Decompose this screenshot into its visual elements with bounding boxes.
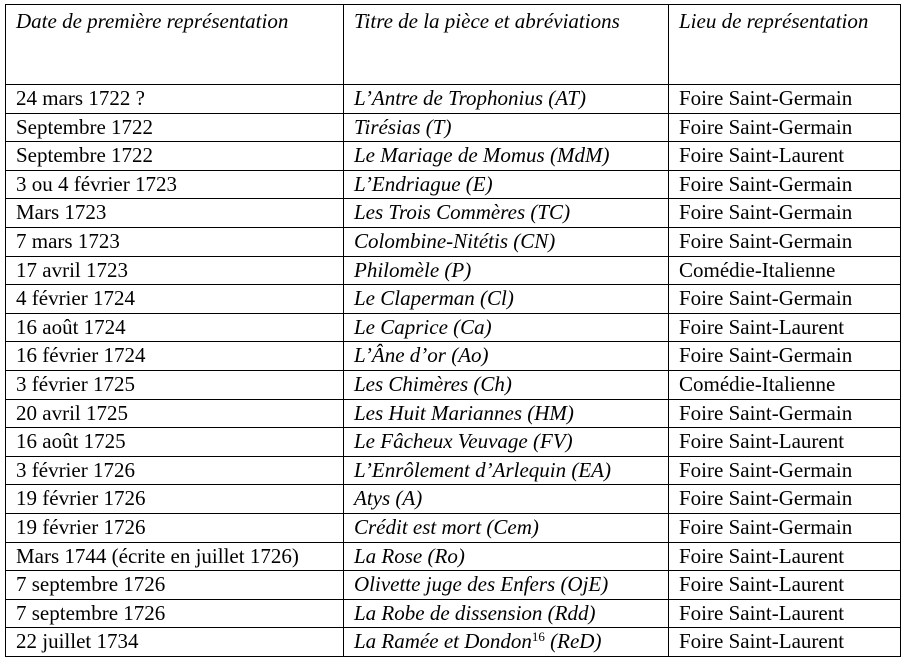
cell-title: [344, 456, 669, 485]
cell-place: Foire Saint-Laurent: [669, 428, 901, 457]
cell-place: Foire Saint-Germain: [669, 113, 901, 142]
header-place: Lieu de représentation: [669, 5, 901, 85]
title-text: L’Enrôlement d’Arlequin (EA): [354, 457, 611, 482]
header-date: Date de première représentation: [6, 5, 344, 85]
table-row: [6, 142, 901, 171]
cell-title: [344, 313, 669, 342]
cell-place: Foire Saint-Germain: [669, 342, 901, 371]
title-text: Atys (A): [354, 486, 423, 511]
cell-place: Foire Saint-Laurent: [669, 628, 901, 657]
title-text: Le Claperman (Cl): [354, 286, 514, 311]
cell-date: 16 février 1724: [6, 342, 344, 371]
cell-place: Foire Saint-Laurent: [669, 571, 901, 600]
cell-date: 20 avril 1725: [6, 399, 344, 428]
title-text: Le Caprice (Ca): [354, 314, 492, 339]
cell-date: 19 février 1726: [6, 485, 344, 514]
title-text: Le Fâcheux Veuvage (FV): [354, 429, 573, 454]
table-row: [6, 313, 901, 342]
title-text: Crédit est mort (Cem): [354, 514, 539, 539]
cell-title: [344, 542, 669, 571]
cell-title: [344, 485, 669, 514]
cell-place: Comédie-Italienne: [669, 370, 901, 399]
title-text: Les Trois Commères (TC): [354, 200, 571, 225]
table-row: [6, 256, 901, 285]
cell-title: [344, 142, 669, 171]
cell-title: [344, 428, 669, 457]
cell-title: [344, 513, 669, 542]
title-text: Tirésias (T): [354, 114, 452, 139]
title-text: L’Âne d’or (Ao): [354, 343, 489, 368]
cell-date: 17 avril 1723: [6, 256, 344, 285]
title-text: Olivette juge des Enfers (OjE): [354, 572, 609, 597]
cell-date: 22 juillet 1734: [6, 628, 344, 657]
cell-title: [344, 342, 669, 371]
cell-date: 3 ou 4 février 1723: [6, 170, 344, 199]
title-text: Colombine-Nitétis (CN): [354, 228, 556, 253]
cell-date: 3 février 1726: [6, 456, 344, 485]
cell-place: Foire Saint-Germain: [669, 170, 901, 199]
cell-place: Foire Saint-Germain: [669, 485, 901, 514]
cell-date: Mars 1744 (écrite en juillet 1726): [6, 542, 344, 571]
cell-title: [344, 599, 669, 628]
cell-place: Foire Saint-Germain: [669, 227, 901, 256]
cell-title: [344, 571, 669, 600]
cell-title: [344, 285, 669, 314]
cell-title: [344, 370, 669, 399]
cell-place: Foire Saint-Germain: [669, 285, 901, 314]
table-row: [6, 85, 901, 114]
table-row: [6, 542, 901, 571]
header-title: Titre de la pièce et abréviations: [344, 5, 669, 85]
title-text: Les Huit Mariannes (HM): [354, 400, 574, 425]
title-text: Philomèle (P): [354, 257, 472, 282]
cell-title: [344, 199, 669, 228]
title-text: La Rose (Ro): [354, 543, 465, 568]
table-row: [6, 399, 901, 428]
table-body: [6, 85, 901, 657]
title-abbreviation: (ReD): [544, 629, 602, 654]
title-text: L’Endriague (E): [354, 171, 493, 196]
plays-table: [5, 4, 901, 657]
table-row: [6, 628, 901, 657]
cell-place: Foire Saint-Germain: [669, 199, 901, 228]
table-row: [6, 227, 901, 256]
table-row: [6, 456, 901, 485]
table-row: [6, 285, 901, 314]
table-row: [6, 513, 901, 542]
cell-date: 4 février 1724: [6, 285, 344, 314]
cell-date: 7 septembre 1726: [6, 599, 344, 628]
cell-date: 16 août 1725: [6, 428, 344, 457]
table-row: [6, 199, 901, 228]
cell-place: Foire Saint-Laurent: [669, 142, 901, 171]
cell-date: 3 février 1725: [6, 370, 344, 399]
cell-title: [344, 170, 669, 199]
title-text: Les Chimères (Ch): [354, 371, 512, 396]
cell-date: 24 mars 1722 ?: [6, 85, 344, 114]
footnote-marker: 16: [531, 629, 545, 645]
cell-place: Foire Saint-Germain: [669, 85, 901, 114]
title-text: La Ramée et Dondon: [354, 629, 532, 654]
cell-title: [344, 113, 669, 142]
cell-date: Mars 1723: [6, 199, 344, 228]
table-row: [6, 342, 901, 371]
title-text: L’Antre de Trophonius (AT): [354, 86, 586, 110]
cell-place: Foire Saint-Germain: [669, 456, 901, 485]
table-row: [6, 571, 901, 600]
cell-date: Septembre 1722: [6, 142, 344, 171]
cell-title: [344, 628, 669, 657]
cell-date: Septembre 1722: [6, 113, 344, 142]
cell-place: Comédie-Italienne: [669, 256, 901, 285]
cell-title: [344, 399, 669, 428]
table-row: [6, 428, 901, 457]
table-row: [6, 599, 901, 628]
cell-place: Foire Saint-Laurent: [669, 599, 901, 628]
cell-place: Foire Saint-Laurent: [669, 313, 901, 342]
title-text: Le Mariage de Momus (MdM): [354, 143, 610, 168]
title-text: La Robe de dissension (Rdd): [354, 600, 596, 625]
cell-title: [344, 85, 669, 114]
cell-date: 7 mars 1723: [6, 227, 344, 256]
cell-date: 16 août 1724: [6, 313, 344, 342]
table-row: [6, 370, 901, 399]
cell-place: Foire Saint-Germain: [669, 399, 901, 428]
table-row: [6, 485, 901, 514]
header-row: [6, 5, 901, 85]
cell-place: Foire Saint-Germain: [669, 513, 901, 542]
cell-place: Foire Saint-Laurent: [669, 542, 901, 571]
table-row: [6, 113, 901, 142]
cell-title: [344, 256, 669, 285]
cell-title: [344, 227, 669, 256]
cell-date: 19 février 1726: [6, 513, 344, 542]
cell-date: 7 septembre 1726: [6, 571, 344, 600]
table-row: [6, 170, 901, 199]
